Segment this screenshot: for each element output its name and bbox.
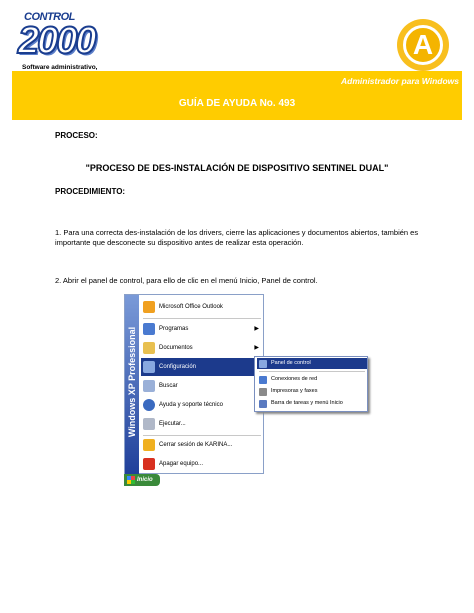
submenu-item-label: Barra de tareas y menú Inicio: [271, 400, 343, 406]
menu-item-ejecutar[interactable]: [141, 415, 263, 433]
logoff-icon: [143, 439, 155, 451]
procedimiento-label: PROCEDIMIENTO:: [55, 187, 126, 196]
submenu-arrow-icon: ▶: [254, 345, 259, 351]
header-banner: [12, 71, 462, 120]
help-icon: [143, 399, 155, 411]
menu-item-label: Buscar: [159, 383, 178, 389]
shutdown-icon: [143, 458, 155, 470]
submenu-separator: [259, 371, 365, 372]
start-button[interactable]: [124, 474, 160, 486]
submenu-item-label: Conexiones de red: [271, 376, 318, 382]
outlook-icon: [143, 301, 155, 313]
menu-item-outlook[interactable]: [141, 298, 263, 316]
menu-item-label: Programas: [159, 326, 189, 332]
menu-item-configuracion[interactable]: [141, 358, 263, 376]
badge-letter: A: [403, 25, 443, 65]
windows-logo-icon: [127, 476, 135, 484]
windows-xp-label: Windows XP Professional: [127, 326, 137, 438]
printer-icon: [259, 388, 267, 396]
step-2-text: 2. Abrir el panel de control, para ello de clic en el menú Inicio, Panel de control.: [55, 276, 318, 285]
menu-item-label: Cerrar sesión de KARINA...: [159, 442, 233, 448]
menu-item-label: Ayuda y soporte técnico: [159, 402, 223, 408]
documents-icon: [143, 342, 155, 354]
menu-item-documentos[interactable]: [141, 339, 263, 357]
submenu-item-barra-tareas[interactable]: [257, 398, 367, 409]
menu-item-label: Ejecutar...: [159, 421, 186, 427]
menu-item-label: Documentos: [159, 345, 193, 351]
menu-item-label: Apagar equipo...: [159, 461, 204, 467]
logo-2000-text: 2000: [18, 20, 95, 62]
configuracion-submenu: [254, 356, 368, 412]
menu-separator: [143, 318, 261, 319]
menu-item-buscar[interactable]: [141, 377, 263, 395]
menu-item-apagar[interactable]: [141, 455, 263, 473]
network-icon: [259, 376, 267, 384]
proceso-title: "PROCESO DE DES-INSTALACIÓN DE DISPOSITIVO SENTINEL DUAL": [85, 163, 389, 173]
control-2000-logo: [14, 10, 124, 80]
submenu-item-label: Panel de control: [271, 360, 311, 366]
run-icon: [143, 418, 155, 430]
settings-icon: [143, 361, 155, 373]
menu-item-programas[interactable]: [141, 320, 263, 338]
administrator-badge: [397, 19, 449, 71]
banner-admin-text: Administrador para Windows: [341, 76, 459, 86]
search-icon: [143, 380, 155, 392]
submenu-arrow-icon: ▶: [254, 326, 259, 332]
start-button-label: Inicio: [137, 477, 153, 483]
guide-title: GUÍA DE AYUDA No. 493: [178, 98, 296, 109]
proceso-label: PROCESO:: [55, 131, 98, 140]
programs-icon: [143, 323, 155, 335]
menu-item-cerrar-sesion[interactable]: [141, 436, 263, 454]
submenu-item-panel-control[interactable]: [257, 358, 367, 369]
logo-subtitle-line1: Software administrativo,: [22, 64, 98, 71]
taskbar-icon: [259, 400, 267, 408]
menu-item-ayuda[interactable]: [141, 396, 263, 414]
control-panel-icon: [259, 360, 267, 368]
logo-control-text: CONTROL: [24, 11, 75, 23]
step-1-text: 1. Para una correcta des-instalación de los drivers, cierre las aplicaciones y documentos abiertos, también es importante que desconecte su dispositivo antes de realizar esta operación.: [55, 228, 419, 247]
submenu-item-conexiones[interactable]: [257, 374, 367, 385]
menu-item-label: Configuración: [159, 364, 197, 370]
submenu-item-label: Impresoras y faxes: [271, 388, 318, 394]
submenu-item-impresoras[interactable]: [257, 386, 367, 397]
start-menu: [124, 294, 264, 474]
menu-item-label: Microsoft Office Outlook: [159, 304, 223, 310]
start-menu-sidebar: [125, 295, 139, 475]
